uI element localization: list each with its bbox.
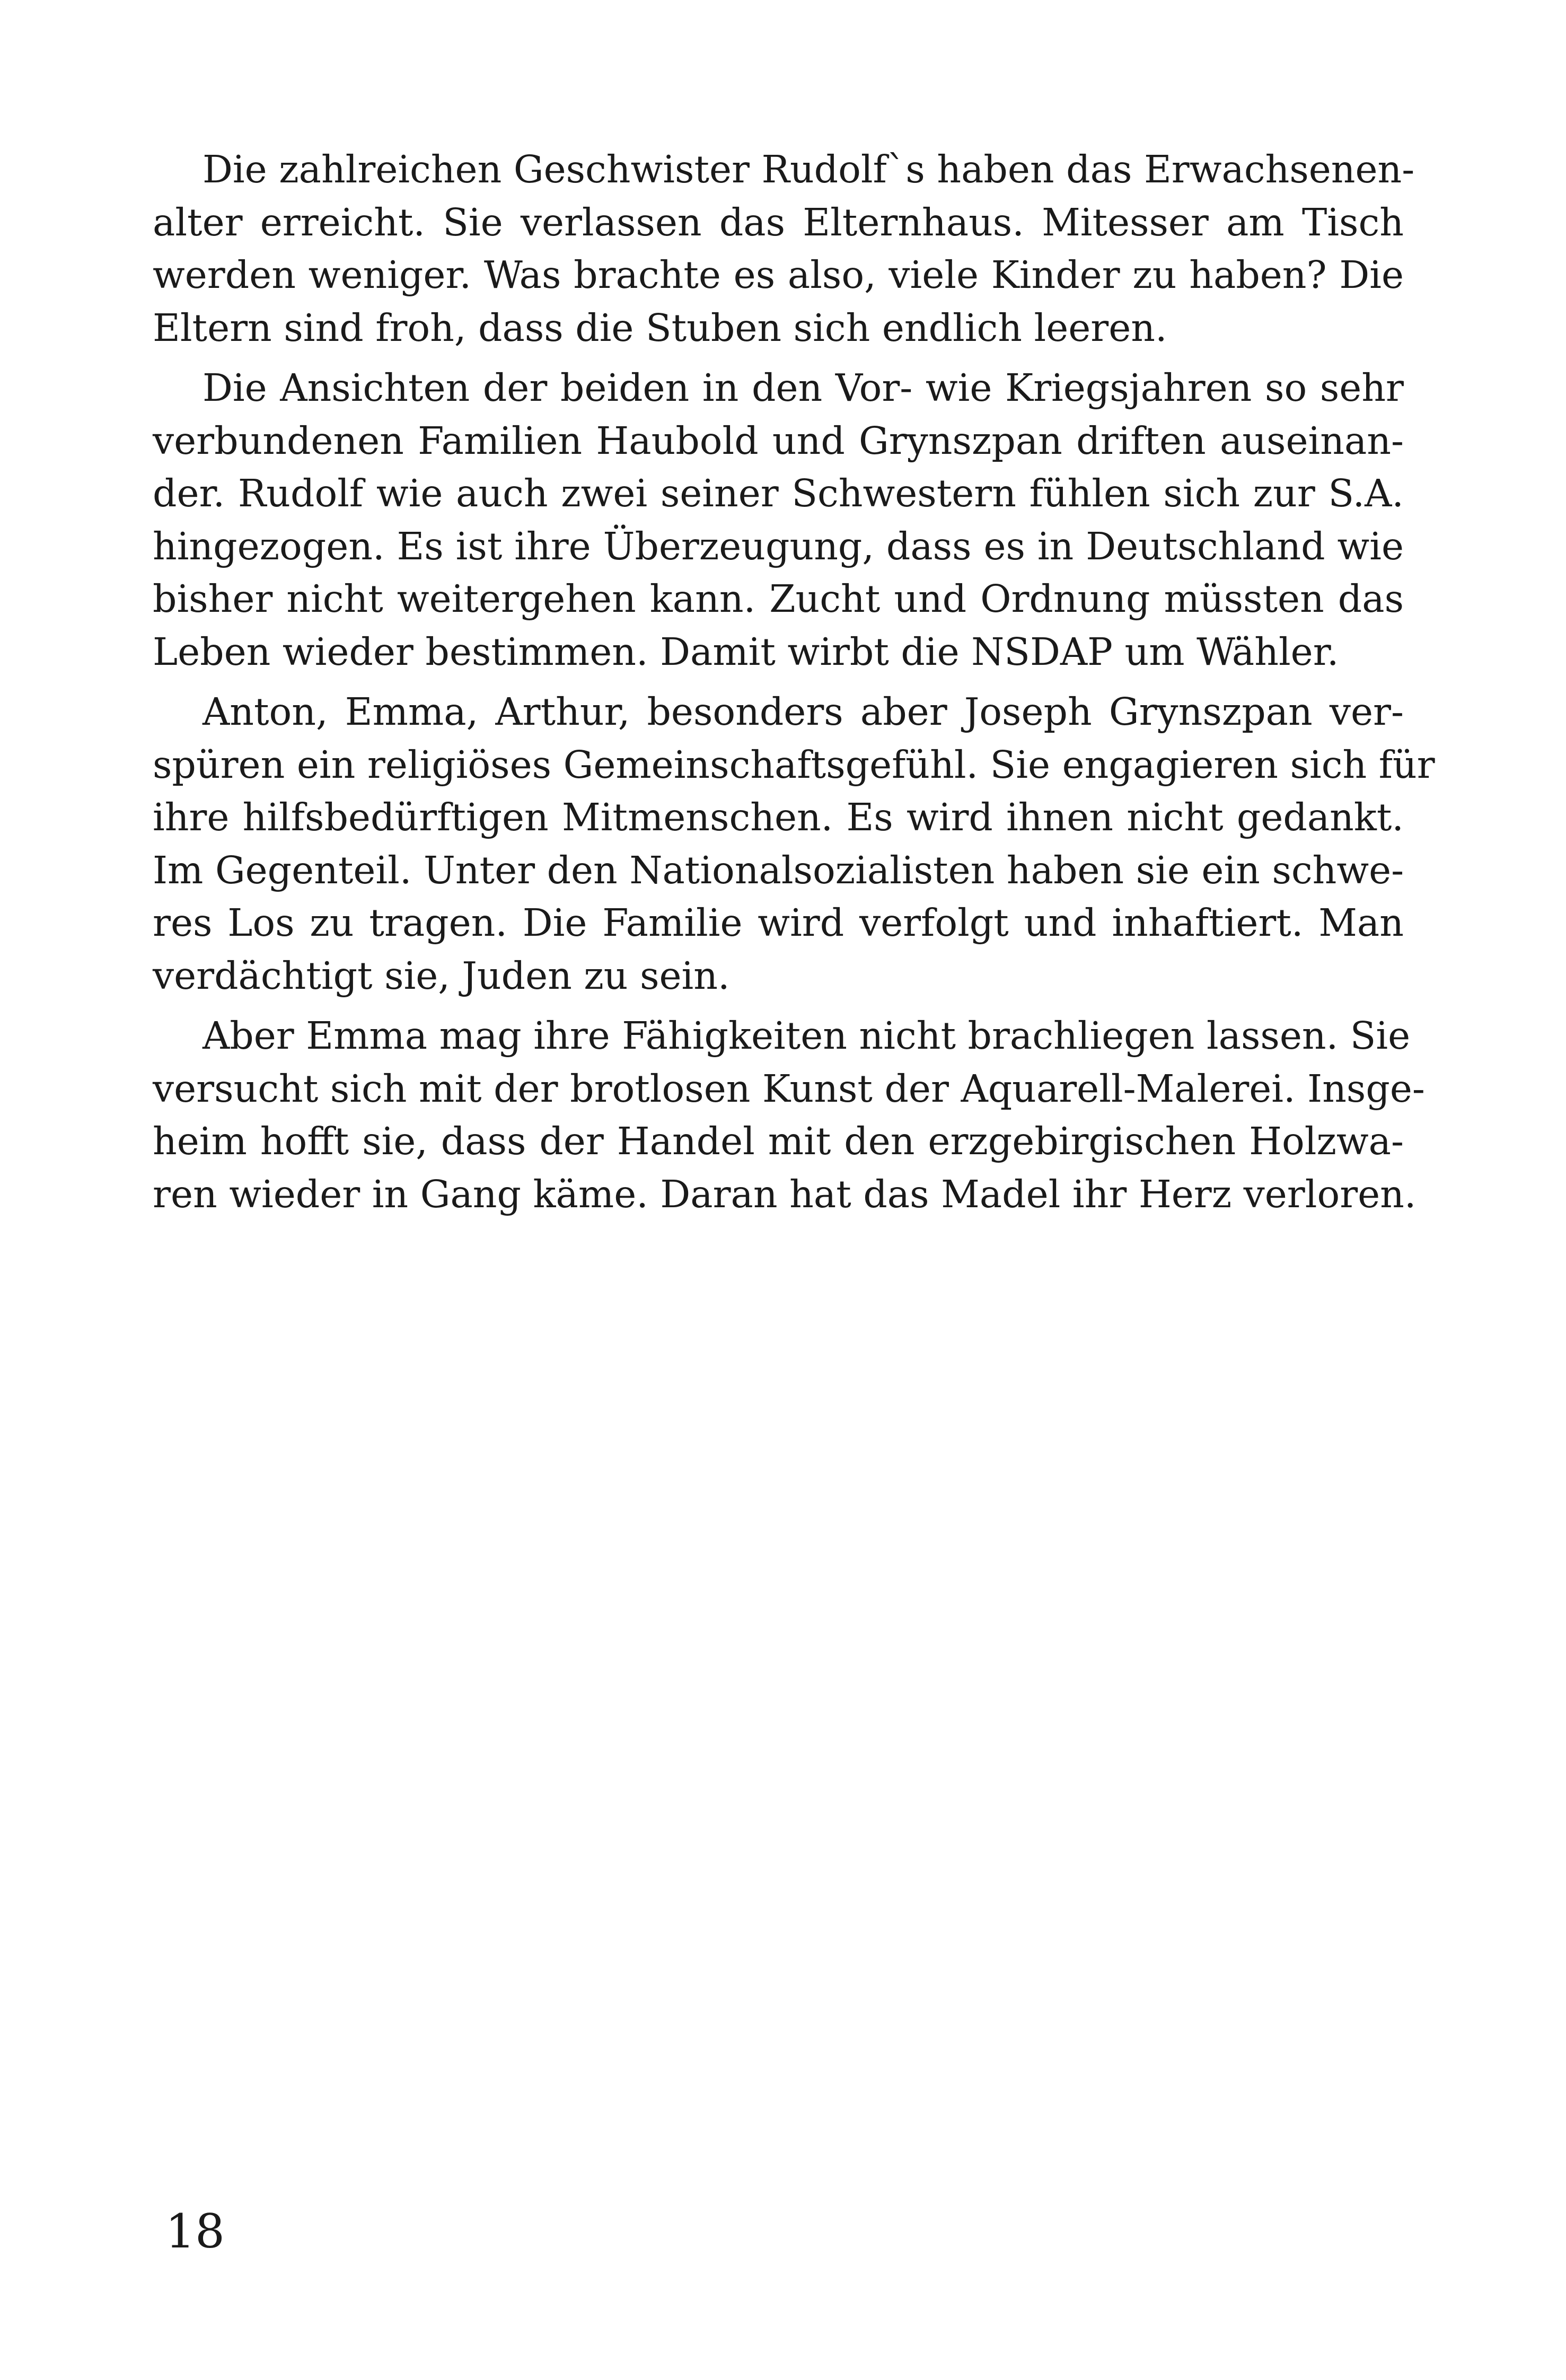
text-line: ren wieder in Gang käme. Daran hat das Madel ihr Herz verloren.: [153, 1172, 1417, 1216]
text-line: Eltern sind froh, dass die Stuben sich endlich leeren.: [153, 305, 1167, 350]
text-line: spüren ein religiöses Gemeinschaftsgefühl. Sie engagieren sich für: [153, 742, 1435, 787]
text-line: der. Rudolf wie auch zwei seiner Schwestern fühlen sich zur S.A.: [153, 471, 1404, 515]
body-text: [153, 143, 1435, 1220]
text-line: Aber Emma mag ihre Fähigkeiten nicht brachliegen lassen. Sie: [203, 1014, 1411, 1058]
text-line: hingezogen. Es ist ihre Überzeugung, dass es in Deutschland wie: [153, 524, 1404, 568]
text-line: bisher nicht weitergehen kann. Zucht und Ordnung müssten das: [153, 577, 1404, 621]
text-line: heim hofft sie, dass der Handel mit den erzgebirgischen Holzwa-: [153, 1119, 1404, 1163]
paragraph: [153, 686, 1435, 1002]
text-line: werden weniger. Was brachte es also, viele Kinder zu haben? Die: [153, 253, 1404, 297]
text-line: Leben wieder bestimmen. Damit wirbt die NSDAP um Wähler.: [153, 629, 1339, 674]
text-line: versucht sich mit der brotlosen Kunst der Aquarell-Malerei. Insge-: [153, 1066, 1425, 1111]
text-line: Die Ansichten der beiden in den Vor- wie Kriegsjahren so sehr: [203, 366, 1404, 410]
page-number: 18: [165, 2204, 225, 2259]
paragraph-gap: [153, 678, 1404, 686]
text-line: alter erreicht. Sie verlassen das Elternhaus. Mitesser am Tisch: [153, 200, 1404, 244]
text-line: verdächtigt sie, Juden zu sein.: [153, 953, 730, 998]
paragraph: [153, 362, 1404, 678]
text-line: Im Gegenteil. Unter den Nationalsozialisten haben sie ein schwe-: [153, 848, 1404, 892]
paragraph-gap: [153, 354, 1404, 362]
text-line: Die zahlreichen Geschwister Rudolf`s haben das Erwachsenen-: [203, 147, 1415, 191]
text-line: ihre hilfsbedürftigen Mitmenschen. Es wird ihnen nicht gedankt.: [153, 795, 1404, 839]
text-line: res Los zu tragen. Die Familie wird verfolgt und inhaftiert. Man: [153, 901, 1404, 945]
paragraph: [153, 1009, 1425, 1220]
paragraph-gap: [153, 1002, 1404, 1009]
text-line: Anton, Emma, Arthur, besonders aber Joseph Grynszpan ver-: [203, 690, 1404, 734]
text-line: verbundenen Familien Haubold und Grynszpan driften auseinan-: [153, 418, 1404, 463]
paragraph: [153, 143, 1415, 354]
